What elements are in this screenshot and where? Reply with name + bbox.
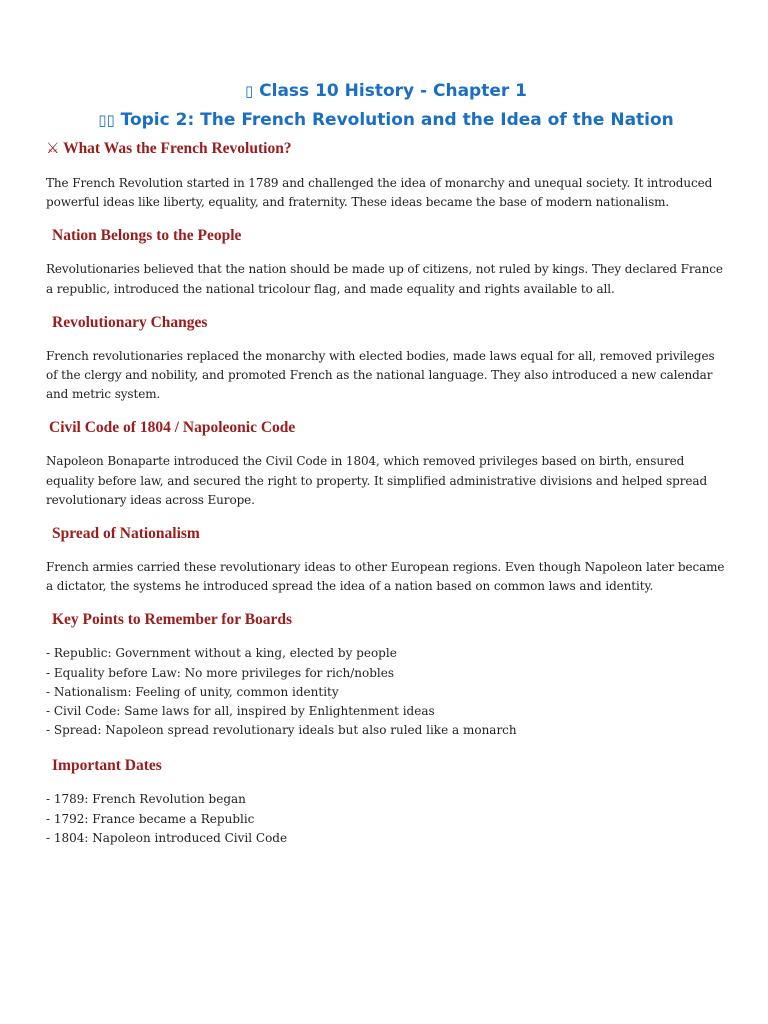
section-heading-important-dates: Important Dates	[52, 757, 162, 775]
list-item: - Spread: Napoleon spread revolutionary ideals but also ruled like a monarch	[46, 723, 517, 738]
key-points-list	[46, 644, 726, 740]
section-heading-key-points: Key Points to Remember for Boards	[52, 611, 293, 629]
crossed-swords-icon: ⚔	[46, 139, 60, 157]
section-heading-what-was	[46, 137, 726, 160]
important-dates-list	[46, 790, 726, 848]
list-item: - Republic: Government without a king, elected by people	[46, 646, 397, 661]
section-heading-spread: Spread of Nationalism	[52, 525, 200, 543]
section-heading-revolutionary-changes: Revolutionary Changes	[52, 313, 208, 331]
document-page	[46, 78, 726, 848]
chapter-title-text: Class 10 History - Chapter 1	[259, 81, 528, 101]
topic-title-text: Topic 2: The French Revolution and the Idea of the Nation	[120, 110, 674, 130]
list-item: - Equality before Law: No more privileges for rich/nobles	[46, 665, 395, 680]
section-body-nation-belongs: Revolutionaries believed that the nation should be made up of citizens, not ruled by kings. They declared France a republic, introduced the national tricolour flag, and made equality and rights available to all.	[46, 262, 723, 296]
section-body-civil-code: Napoleon Bonaparte introduced the Civil Code in 1804, which removed privileges based on birth, ensured equality before law, and secured the right to property. It simplified administrative divisions and helped spread revolutionary ideas across Europe.	[46, 454, 708, 507]
book-icon: ▯	[244, 82, 254, 100]
list-item: - 1789: French Revolution began	[46, 792, 246, 807]
list-item: - 1792: France became a Republic	[46, 811, 255, 826]
topic-title	[46, 107, 726, 133]
section-body-revolutionary-changes: French revolutionaries replaced the monarchy with elected bodies, made laws equal for all, removed privileges of the clergy and nobility, and promoted French as the national language. They also introduced a new calendar and metric system.	[46, 348, 715, 402]
list-item: - Civil Code: Same laws for all, inspired by Enlightenment ideas	[46, 704, 435, 719]
flag-icon: ▯▯	[98, 111, 115, 129]
section-heading-civil-code: Civil Code of 1804 / Napoleonic Code	[49, 419, 296, 437]
section-body-spread: French armies carried these revolutionary ideas to other European regions. Even though Napoleon later became a dictator, the systems he introduced spread the idea of a nation based on common laws and identity.	[46, 560, 725, 594]
list-item: - Nationalism: Feeling of unity, common identity	[46, 684, 339, 699]
section-body-what-was: The French Revolution started in 1789 and challenged the idea of monarchy and unequal society. It introduced powerful ideas like liberty, equality, and fraternity. These ideas became the base of modern nationalism.	[46, 176, 713, 210]
section-heading-text: What Was the French Revolution?	[63, 140, 292, 157]
list-item: - 1804: Napoleon introduced Civil Code	[46, 830, 288, 845]
section-heading-nation-belongs: Nation Belongs to the People	[52, 227, 242, 245]
chapter-title	[46, 78, 726, 104]
